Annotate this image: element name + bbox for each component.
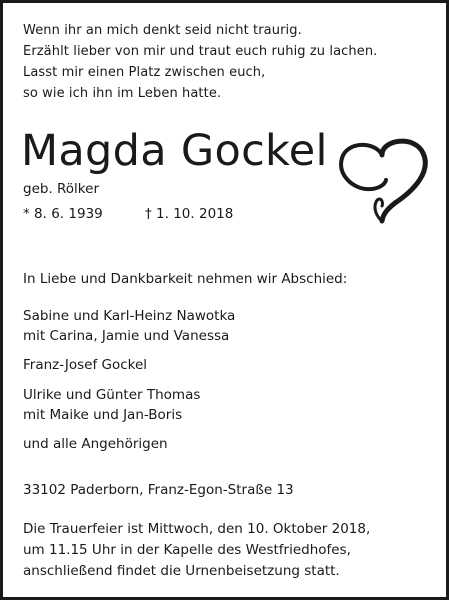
poem: [23, 20, 433, 104]
poem-line: Erzählt lieber von mir und traut euch ruhig zu lachen.: [23, 44, 378, 59]
deceased-name: Magda Gockel: [21, 126, 328, 176]
service-line: anschließend findet die Urnenbeisetzung statt.: [23, 563, 340, 579]
mourner-line: mit Carina, Jamie und Vanessa: [23, 328, 230, 344]
service-line: Die Trauerfeier ist Mittwoch, den 10. Oktober 2018,: [23, 521, 371, 537]
mourner-line: Ulrike und Günter Thomas: [23, 387, 201, 403]
mourner-line: Sabine und Karl-Heinz Nawotka: [23, 308, 236, 324]
mourner-line: mit Maike und Jan-Boris: [23, 407, 183, 423]
farewell-intro: In Liebe und Dankbarkeit nehmen wir Abschied:: [23, 271, 348, 287]
mourner-line: Franz-Josef Gockel: [23, 357, 148, 373]
service-line: um 11.15 Uhr in der Kapelle des Westfriedhofes,: [23, 542, 351, 558]
life-dates: [23, 204, 323, 224]
address: 33102 Paderborn, Franz-Egon-Straße 13: [23, 482, 294, 498]
death-date: † 1. 10. 2018: [145, 206, 234, 222]
poem-line: Wenn ihr an mich denkt seid nicht traurig.: [23, 23, 302, 38]
mourner-line: und alle Angehörigen: [23, 436, 168, 452]
birth-name: geb. Rölker: [23, 181, 100, 197]
heart-icon: [333, 129, 433, 229]
birth-date: * 8. 6. 1939: [23, 206, 103, 222]
poem-line: so wie ich ihn im Leben hatte.: [23, 86, 222, 101]
poem-line: Lasst mir einen Platz zwischen euch,: [23, 65, 266, 80]
